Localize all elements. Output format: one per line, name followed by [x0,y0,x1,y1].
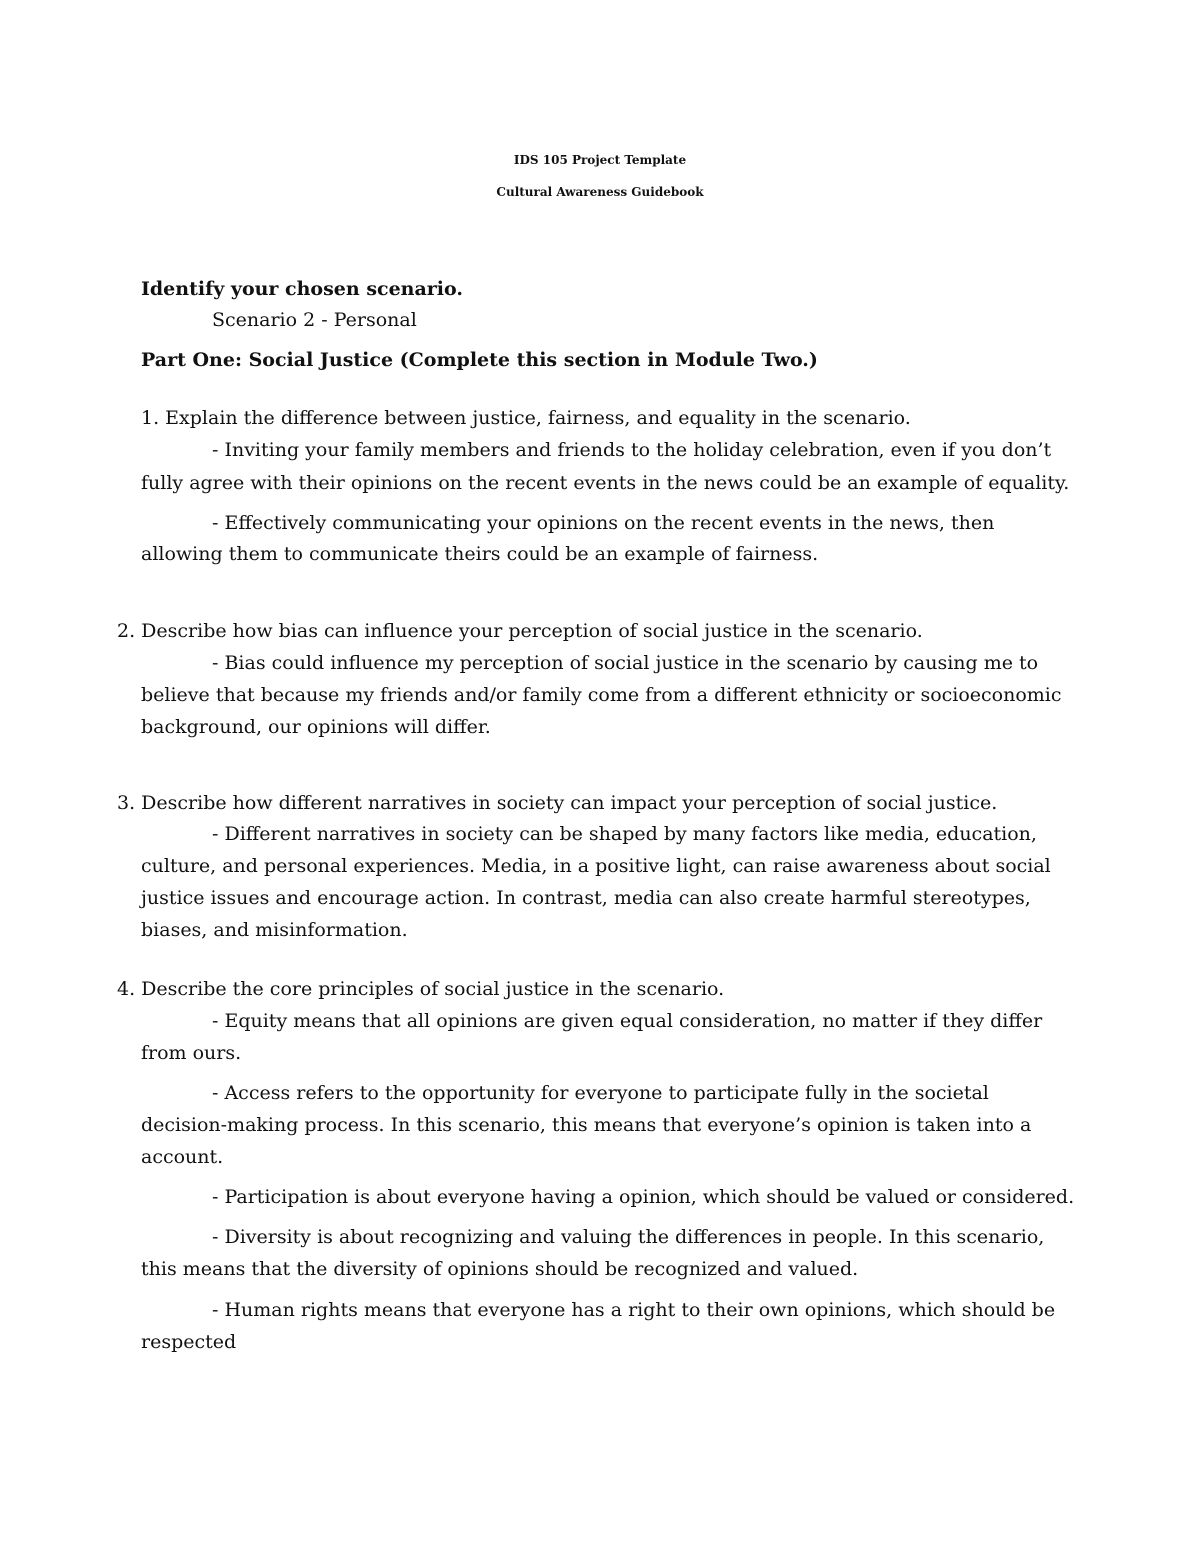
answer-2-line-2: believe that because my friends and/or family come from a different ethnicity or socioeconomic [141,684,1062,706]
answer-4-2-line-3: account. [141,1146,224,1168]
answer-1-1-line-2: fully agree with their opinions on the recent events in the news could be an example of equality. [141,472,1070,494]
answer-4-4-line-2: this means that the diversity of opinions should be recognized and valued. [141,1258,859,1280]
question-4: 4. Describe the core principles of social justice in the scenario. [117,978,725,1000]
answer-3-line-2: culture, and personal experiences. Media, in a positive light, can raise awareness about social [141,855,1051,877]
answer-4-1-line-1: - Equity means that all opinions are given equal consideration, no matter if they differ [212,1010,1043,1032]
answer-3-line-1: - Different narratives in society can be shaped by many factors like media, education, [212,823,1037,845]
answer-4-5-line-2: respected [141,1331,237,1353]
question-1: 1. Explain the difference between justice, fairness, and equality in the scenario. [141,407,911,429]
answer-4-2-line-1: - Access refers to the opportunity for everyone to participate fully in the societal [212,1082,989,1104]
scenario-value: Scenario 2 - Personal [212,309,417,331]
answer-3-line-4: biases, and misinformation. [141,919,408,941]
answer-1-2-line-1: - Effectively communicating your opinions on the recent events in the news, then [212,512,995,534]
question-3: 3. Describe how different narratives in society can impact your perception of social justice. [117,792,998,814]
scenario-heading: Identify your chosen scenario. [141,278,463,300]
answer-2-line-3: background, our opinions will differ. [141,716,491,738]
question-2: 2. Describe how bias can influence your perception of social justice in the scenario. [117,620,923,642]
answer-3-line-3: justice issues and encourage action. In contrast, media can also create harmful stereotypes, [141,887,1031,909]
answer-4-5-line-1: - Human rights means that everyone has a right to their own opinions, which should be [212,1299,1056,1321]
document-title: IDS 105 Project Template [513,153,687,167]
answer-1-2-line-2: allowing them to communicate theirs could be an example of fairness. [141,543,819,565]
answer-4-3-line-1: - Participation is about everyone having a opinion, which should be valued or considered. [212,1186,1075,1208]
answer-4-4-line-1: - Diversity is about recognizing and valuing the differences in people. In this scenario, [212,1226,1045,1248]
part-one-heading: Part One: Social Justice (Complete this section in Module Two.) [141,349,818,371]
answer-4-1-line-2: from ours. [141,1042,242,1064]
answer-4-2-line-2: decision-making process. In this scenario, this means that everyone’s opinion is taken into a [141,1114,1032,1136]
answer-1-1-line-1: - Inviting your family members and friends to the holiday celebration, even if you don’t [212,439,1052,461]
answer-2-line-1: - Bias could influence my perception of social justice in the scenario by causing me to [212,652,1039,674]
document-subtitle: Cultural Awareness Guidebook [496,185,704,199]
